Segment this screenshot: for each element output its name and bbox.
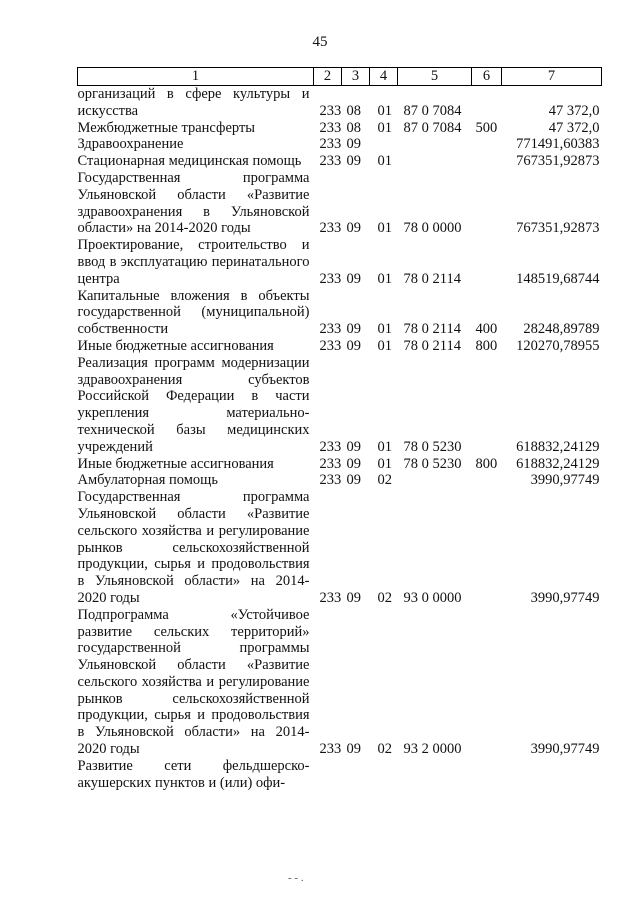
row-subsection-code: 02 (377, 472, 392, 489)
row-subsection-code: 02 (377, 589, 392, 606)
row-target-code: 78 0 2114 (403, 270, 461, 287)
row-target-code: 78 0 2114 (403, 321, 461, 338)
table-row (78, 456, 602, 473)
row-section-code: 09 (346, 153, 361, 170)
row-expense-kind (472, 86, 502, 120)
column-header: 5 (398, 68, 472, 86)
scan-artifact: ‐ ‐ . (288, 872, 304, 884)
table-row (78, 288, 602, 338)
row-name: Здравоохранение (77, 136, 184, 153)
row-amount: 767351,92873 (516, 220, 600, 237)
column-header: 6 (472, 68, 502, 86)
row-admin-code: 233 (319, 102, 342, 119)
row-subsection-code (370, 136, 398, 153)
row-name: Иные бюджетные ассигнования (77, 337, 274, 354)
row-expense-kind (472, 607, 502, 758)
row-expense-kind: 800 (475, 337, 498, 354)
row-section-code: 09 (346, 589, 361, 606)
row-name: Государственная программа Ульяновской области «Развитие сельского хозяйства и регулирование рынков сельскохозяйственной продукции, сырья и продовольствия в Ульяновской области» на 2014-2020 годы (77, 489, 310, 606)
row-name: Капитальные вложения в объекты государственной (муниципальной) собственности (77, 287, 310, 338)
row-expense-kind: 500 (475, 119, 498, 136)
column-header: 1 (78, 68, 314, 86)
row-name: Амбулаторная помощь (77, 472, 218, 489)
table-row (78, 607, 602, 758)
row-admin-code: 233 (319, 741, 342, 758)
row-admin-code: 233 (319, 472, 342, 489)
row-expense-kind (472, 170, 502, 237)
row-admin-code: 233 (319, 220, 342, 237)
row-amount: 3990,97749 (530, 589, 600, 606)
row-amount: 28248,89789 (523, 321, 600, 338)
row-target-code (398, 758, 472, 792)
row-target-code: 87 0 7084 (403, 119, 462, 136)
row-expense-kind (472, 153, 502, 170)
row-subsection-code: 01 (377, 270, 392, 287)
row-admin-code: 233 (319, 438, 342, 455)
row-target-code: 78 0 0000 (403, 220, 462, 237)
row-admin-code: 233 (319, 321, 342, 338)
table-row (78, 338, 602, 355)
table-row (78, 237, 602, 287)
column-header: 4 (370, 68, 398, 86)
row-section-code: 09 (346, 136, 361, 153)
column-header: 7 (502, 68, 602, 86)
table-row (78, 120, 602, 137)
row-target-code (398, 472, 472, 489)
row-expense-kind (472, 136, 502, 153)
row-admin-code: 233 (319, 270, 342, 287)
row-amount: 618832,24129 (516, 438, 600, 455)
row-admin-code: 233 (319, 455, 342, 472)
row-expense-kind (472, 472, 502, 489)
row-section-code (342, 758, 370, 792)
table-header-row (78, 68, 602, 86)
row-name: Стационарная медицинская помощь (77, 153, 302, 170)
row-amount: 767351,92873 (516, 153, 600, 170)
row-section-code: 09 (346, 270, 361, 287)
row-section-code: 09 (346, 455, 361, 472)
page-number: 45 (312, 34, 328, 50)
table-row (78, 86, 602, 120)
row-amount: 47 372,0 (548, 102, 600, 119)
row-expense-kind (472, 758, 502, 792)
row-amount: 148519,68744 (516, 270, 600, 287)
row-subsection-code: 01 (377, 455, 392, 472)
row-subsection-code: 01 (377, 321, 392, 338)
row-target-code: 93 0 0000 (403, 589, 462, 606)
row-expense-kind: 400 (475, 321, 498, 338)
row-section-code: 08 (346, 102, 361, 119)
row-amount: 771491,60383 (516, 136, 600, 153)
table-row (78, 136, 602, 153)
row-subsection-code (370, 758, 398, 792)
row-subsection-code: 01 (377, 102, 392, 119)
row-section-code: 09 (346, 438, 361, 455)
row-section-code: 09 (346, 472, 361, 489)
row-section-code: 09 (346, 220, 361, 237)
row-subsection-code: 01 (377, 220, 392, 237)
row-name: Подпрограмма «Устойчивое развитие сельских территорий» государственной программы Ульяновской области «Развитие сельского хозяйства и регулирование рынков сельскохозяйственной продукции, сырья и продовольствия в Ульяновской области» на 2014-2020 годы (77, 606, 310, 758)
column-header: 3 (342, 68, 370, 86)
row-name: Межбюджетные трансферты (77, 119, 256, 136)
row-amount: 3990,97749 (530, 741, 600, 758)
row-expense-kind (472, 489, 502, 607)
row-expense-kind: 800 (475, 455, 498, 472)
table-row (78, 355, 602, 456)
row-section-code: 09 (346, 321, 361, 338)
row-admin-code: 233 (319, 337, 342, 354)
row-name: Развитие сети фельдшерско-акушерских пунктов и (или) офи- (77, 757, 310, 791)
row-section-code: 09 (346, 337, 361, 354)
row-amount: 120270,78955 (516, 337, 600, 354)
row-subsection-code: 01 (377, 438, 392, 455)
row-admin-code: 233 (319, 136, 342, 153)
row-expense-kind (472, 355, 502, 456)
row-section-code: 08 (346, 119, 361, 136)
row-admin-code (314, 758, 342, 792)
row-target-code: 78 0 5230 (403, 438, 462, 455)
row-target-code: 87 0 7084 (403, 102, 462, 119)
row-target-code (398, 153, 472, 170)
row-target-code: 78 0 2114 (403, 337, 461, 354)
row-subsection-code: 01 (377, 153, 392, 170)
row-section-code: 09 (346, 741, 361, 758)
row-admin-code: 233 (319, 119, 342, 136)
row-subsection-code: 02 (377, 741, 392, 758)
row-name: Реализация программ модернизации здравоохранения субъектов Российской Федерации в части укрепления материально-технической базы медицинских учреждений (77, 354, 310, 455)
row-admin-code: 233 (319, 153, 342, 170)
column-header: 2 (314, 68, 342, 86)
row-amount: 3990,97749 (530, 472, 600, 489)
row-target-code (398, 136, 472, 153)
row-subsection-code: 01 (377, 119, 392, 136)
row-admin-code: 233 (319, 589, 342, 606)
row-expense-kind (472, 237, 502, 287)
budget-table (77, 67, 602, 791)
row-name: организаций в сфере культуры и искусства (77, 86, 310, 119)
table-row (78, 758, 602, 792)
table-row (78, 170, 602, 237)
table-row (78, 153, 602, 170)
table-row (78, 472, 602, 489)
row-target-code: 93 2 0000 (403, 741, 462, 758)
row-amount: 47 372,0 (548, 119, 600, 136)
row-name: Иные бюджетные ассигнования (77, 455, 274, 472)
table-body (78, 86, 602, 792)
row-subsection-code: 01 (377, 337, 392, 354)
row-name: Государственная программа Ульяновской области «Развитие здравоохранения в Ульяновской области» на 2014-2020 годы (77, 169, 310, 237)
row-amount (502, 758, 602, 792)
table-row (78, 489, 602, 607)
row-amount: 618832,24129 (516, 455, 600, 472)
row-target-code: 78 0 5230 (403, 455, 462, 472)
row-name: Проектирование, строительство и ввод в эксплуатацию перинатального центра (77, 237, 310, 287)
